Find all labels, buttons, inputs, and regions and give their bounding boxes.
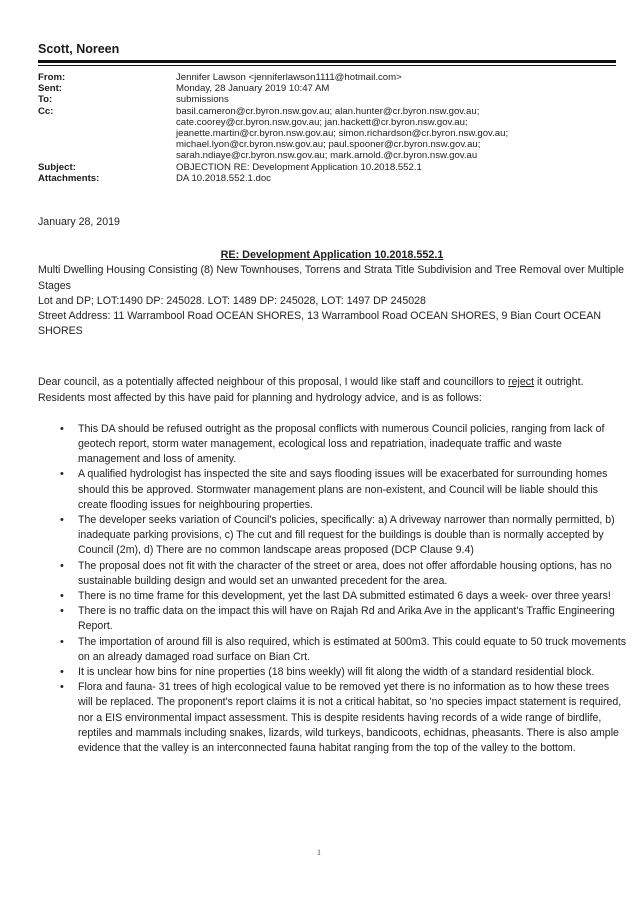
from-value: Jennifer Lawson <jenniferlawson1111@hotmail.com> [176, 72, 402, 83]
header-rule-thick [38, 60, 616, 63]
from-row [38, 72, 618, 83]
attachments-row [38, 173, 618, 184]
header-rule-thin [38, 65, 616, 66]
list-item: • Flora and fauna- 31 trees of high ecological value to be removed yet there is no information as to how these trees will be replaced. The proponent's report claims it is not a critical habitat, so 'no species impact statement is required, nor a EIS environmental impact assessment. This is despite residents having records of a wide range of birdlife, reptiles and mammals including snakes, lizards, wild turkeys, bandicoots, echidnas, pheasants. There is also ample evidence that the valley is an interconnected fauna habitat ranging from the top of the valley to the bottom. [78, 680, 626, 756]
letter-body [38, 215, 626, 756]
cc-row [38, 106, 618, 162]
cc-label: Cc: [38, 105, 54, 117]
letter-date: January 28, 2019 [38, 216, 120, 228]
list-item: • There is no traffic data on the impact this will have on Rajah Rd and Arika Ave in the applicant's Traffic Engineering Report. [78, 604, 626, 634]
application-info [38, 263, 626, 339]
to-value: submissions [176, 94, 229, 106]
application-description: Multi Dwelling Housing Consisting (8) New Townhouses, Torrens and Strata Title Subdivision and Tree Removal over Multiple Stages [38, 264, 625, 292]
intro-text-end: it outright. Residents most affected by this have paid for planning and hydrology advice, and is as follows: [38, 376, 584, 404]
list-item: • The developer seeks variation of Council's policies, specifically: a) A driveway narrower than normally permitted, b) inadequate parking provisions, c) The cut and fill request for the buildings is double than is normally accepted by Council (2m), d) There are no common landscape areas proposed (DCP Clause 9.4) [78, 513, 626, 559]
intro-text: Dear council, as a potentially affected neighbour of this proposal, I would like staff and councillors to [38, 376, 509, 389]
email-header [38, 72, 618, 184]
to-row [38, 94, 618, 105]
intro-emphasis: reject [508, 376, 535, 389]
sent-row [38, 83, 618, 94]
list-item: • A qualified hydrologist has inspected the site and says flooding issues will be exacerbated for surrounding homes should this be approved. Stormwater management plans are non-existent, and Council will be liable should this create flooding issues for neighbouring properties. [78, 467, 626, 513]
attachment-file[interactable]: DA 10.2018.552.1.doc [176, 172, 271, 184]
cc-line: jeanette.martin@cr.byron.nsw.gov.au; simon.richardson@cr.byron.nsw.gov.au; [176, 128, 509, 140]
cc-line: cate.coorey@cr.byron.nsw.gov.au; jan.hackett@cr.byron.nsw.gov.au; [176, 116, 468, 128]
to-label: To: [38, 94, 53, 106]
cc-line: michael.lyon@cr.byron.nsw.gov.au; paul.spooner@cr.byron.nsw.gov.au; [176, 139, 481, 151]
list-item: • The importation of around fill is also required, which is estimated at 500m3. This could equate to 50 truck movements on an already damaged road surface on Bian Crt. [78, 635, 626, 665]
page-number: 1 [317, 848, 321, 857]
sender-name: Scott, Noreen [38, 42, 120, 56]
list-item: • It is unclear how bins for nine properties (18 bins weekly) will fit along the width of a standard residential block. [78, 665, 626, 680]
subject-value: OBJECTION RE: Development Application 10.2018.552.1 [176, 161, 422, 173]
from-label: From: [38, 72, 66, 83]
cc-value [176, 106, 618, 162]
list-item: • This DA should be refused outright as the proposal conflicts with numerous Council policies, ranging from lack of geotech report, storm water management, ecological loss and repatriation, inadequate traffic and waste management and loss of amenity. [78, 422, 626, 468]
cc-line: basil.cameron@cr.byron.nsw.gov.au; alan.hunter@cr.byron.nsw.gov.au; [176, 105, 480, 117]
objection-list [38, 422, 626, 756]
lot-dp: Lot and DP; LOT:1490 DP: 245028. LOT: 1489 DP: 245028, LOT: 1497 DP 245028 [38, 294, 426, 307]
attachments-label: Attachments: [38, 172, 100, 184]
subject-label: Subject: [38, 161, 76, 173]
subject-row [38, 162, 618, 173]
sent-label: Sent: [38, 83, 62, 95]
list-item: • The proposal does not fit with the character of the street or area, does not offer affordable housing options, has no sustainable building design and would set an unwanted precedent for the area. [78, 559, 626, 589]
intro-paragraph [38, 375, 626, 405]
re-heading: RE: Development Application 10.2018.552.1 [220, 249, 444, 262]
list-item: • There is no time frame for this development, yet the last DA submitted estimated 6 days a week- over three years! [78, 589, 626, 604]
sent-value: Monday, 28 January 2019 10:47 AM [176, 83, 330, 95]
street-address: Street Address: 11 Warrambool Road OCEAN SHORES, 13 Warrambool Road OCEAN SHORES, 9 Bian Court OCEAN SHORES [38, 310, 602, 338]
cc-line: sarah.ndiaye@cr.byron.nsw.gov.au; mark.arnold.@cr.byron.nsw.gov.au [176, 150, 478, 162]
